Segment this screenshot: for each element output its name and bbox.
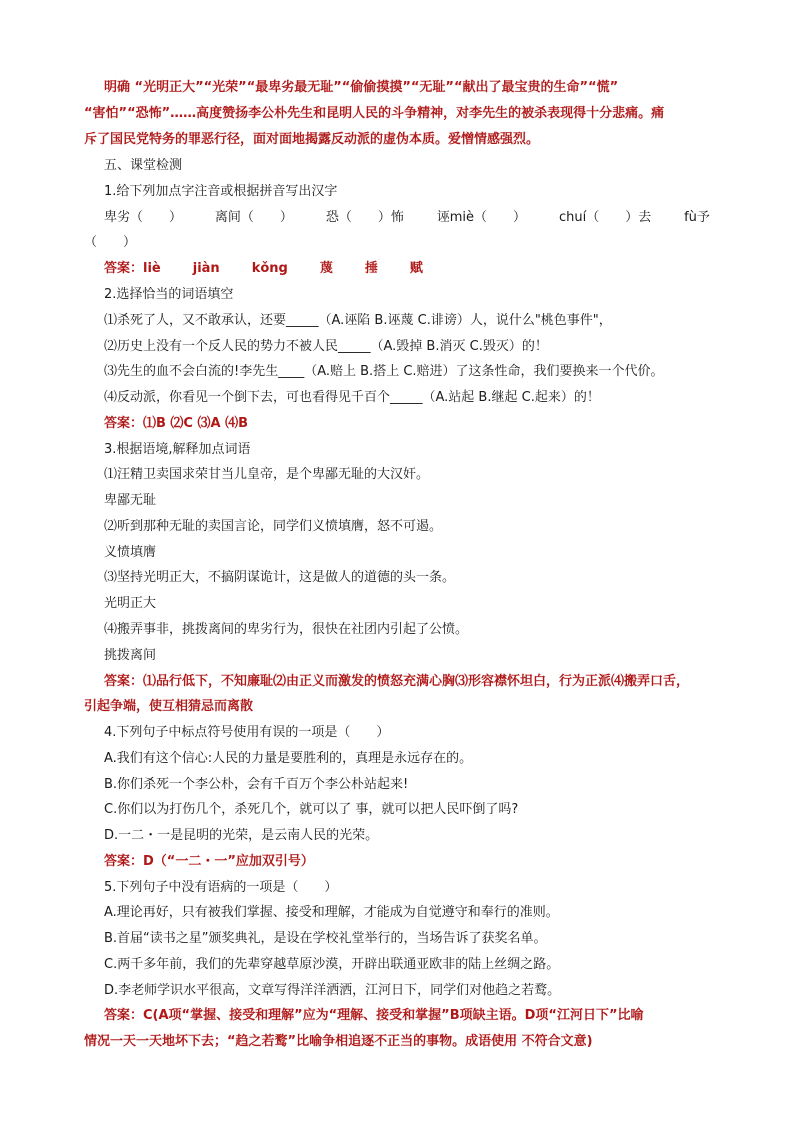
q3-sentence: ⑵听到那种无耻的卖国言论，同学们义愤填膺，怒不可遏。 bbox=[104, 519, 443, 534]
q1-answer-item: 蔑 bbox=[319, 261, 333, 276]
q5-stem: 5.下列句子中没有语病的一项是（ ） bbox=[104, 880, 338, 895]
q1-answer bbox=[0, 259, 794, 279]
q2-sentence: ⑵历史上没有一个反人民的势力不被人民_____（A.毁掉 B.消灭 C.毁灭）的！ bbox=[104, 339, 548, 354]
q1-item: 恐（ ）怖 bbox=[325, 210, 404, 225]
q3-sentence: ⑷搬弄事非，挑拨离间的卑劣行为，很快在社团内引起了公愤。 bbox=[104, 622, 469, 637]
q1-items bbox=[0, 208, 794, 228]
q4-option-b: B.你们杀死一个李公朴，会有千百万个李公朴站起来! bbox=[104, 777, 409, 792]
q5-answer-cont: 情况一天一天地坏下去；“趋之若鹜”比喻争相追逐不正当的事物。成语使用 不符合文意) bbox=[84, 1034, 593, 1049]
section-title: 五、课堂检测 bbox=[104, 158, 183, 173]
q5-option-a: A.理论再好，只有被我们掌握、接受和理解，才能成为自觉遵守和奉行的准则。 bbox=[104, 905, 559, 920]
q1-item: chuí（ ）去 bbox=[558, 210, 652, 225]
q3-sentence: ⑶坚持光明正大，不搞阴谋诡计，这是做人的道德的头一条。 bbox=[104, 570, 456, 585]
q1-answer-item: 答案：liè bbox=[104, 261, 161, 276]
q5-option-b: B.首届“读书之星”颁奖典礼，是设在学校礼堂举行的，当场告诉了获奖名单。 bbox=[104, 931, 547, 946]
q3-stem: 3.根据语境,解释加点词语 bbox=[104, 442, 251, 457]
q1-answer-item: 捶 bbox=[364, 261, 378, 276]
q3-sentence: ⑴汪精卫卖国求荣甘当儿皇帝，是个卑鄙无耻的大汉奸。 bbox=[104, 467, 430, 482]
q3-word: 卑鄙无耻 bbox=[104, 493, 157, 508]
q1-item: fù予 bbox=[684, 210, 710, 225]
q4-stem: 4.下列句子中标点符号使用有误的一项是（ ） bbox=[104, 725, 390, 740]
q1-item: 离间（ ） bbox=[214, 210, 293, 225]
q1-item: 诬miè（ ） bbox=[436, 210, 527, 225]
q4-answer: 答案：D（“一二・一”应加双引号） bbox=[104, 854, 314, 869]
q1-stem: 1.给下列加点字注音或根据拼音写出汉字 bbox=[104, 184, 338, 199]
q2-stem: 2.选择恰当的词语填空 bbox=[104, 287, 234, 302]
q1-answer-item: kǒng bbox=[251, 261, 288, 276]
intro-line-1: 明确 “光明正大”“光荣”“最卑劣最无耻”“偷偷摸摸”“无耻”“献出了最宝贵的生命”“慌” bbox=[104, 80, 619, 95]
q2-answer: 答案：⑴B ⑵C ⑶A ⑷B bbox=[104, 416, 248, 431]
q5-option-c: C.两千多年前，我们的先辈穿越草原沙漠，开辟出联通亚欧非的陆上丝绸之路。 bbox=[104, 957, 560, 972]
q4-option-c: C.你们以为打伤几个，杀死几个，就可以了 事，就可以把人民吓倒了吗? bbox=[104, 802, 519, 817]
q4-option-d: D.一二・一是昆明的光荣，是云南人民的光荣。 bbox=[104, 828, 379, 843]
q4-option-a: A.我们有这个信心:人民的力量是要胜利的，真理是永远存在的。 bbox=[104, 751, 473, 766]
q5-option-d: D.李老师学识水平很高，文章写得洋洋洒洒，江河日下，同学们对他趋之若鹜。 bbox=[104, 983, 561, 998]
q3-word: 光明正大 bbox=[104, 596, 157, 611]
intro-line-3: 斥了国民党特务的罪恶行径，面对面地揭露反动派的虚伪本质。爱憎情感强烈。 bbox=[84, 132, 540, 147]
q1-answer-item: 赋 bbox=[409, 261, 423, 276]
intro-line-2: “害怕”“恐怖”……高度赞扬李公朴先生和昆明人民的斗争精神，对李先生的被杀表现得十分悲痛。痛 bbox=[84, 106, 665, 121]
q5-answer: 答案：C(A项“掌握、接受和理解”应为“理解、接受和掌握”B项缺主语。D项“江河日下”比喻 bbox=[104, 1008, 644, 1023]
q3-word: 义愤填膺 bbox=[104, 545, 157, 560]
q1-answer-item: jiàn bbox=[192, 261, 220, 276]
q3-word: 挑拨离间 bbox=[104, 648, 157, 663]
q2-sentence: ⑴杀死了人，又不敢承认，还要_____（A.诬陷 B.诬蔑 C.诽谤）人，说什么"桃色事件"， bbox=[104, 313, 612, 328]
q1-item: 卑劣（ ） bbox=[104, 210, 183, 225]
q2-sentence: ⑶先生的血不会白流的!李先生____（A.赔上 B.搭上 C.赔进）了这条性命，我们要换来一个代价。 bbox=[104, 364, 664, 379]
q1-items-cont: （ ） bbox=[84, 235, 137, 250]
q3-answer: 答案：⑴品行低下，不知廉耻⑵由正义而激发的愤怒充满心胸⑶形容襟怀坦白，行为正派⑷搬弄口舌， bbox=[104, 674, 690, 689]
q3-answer-cont: 引起争端，使互相猜忌而离散 bbox=[84, 699, 254, 714]
q2-sentence: ⑷反动派，你看见一个倒下去，可也看得见千百个_____（A.站起 B.继起 C.起来）的！ bbox=[104, 390, 600, 405]
